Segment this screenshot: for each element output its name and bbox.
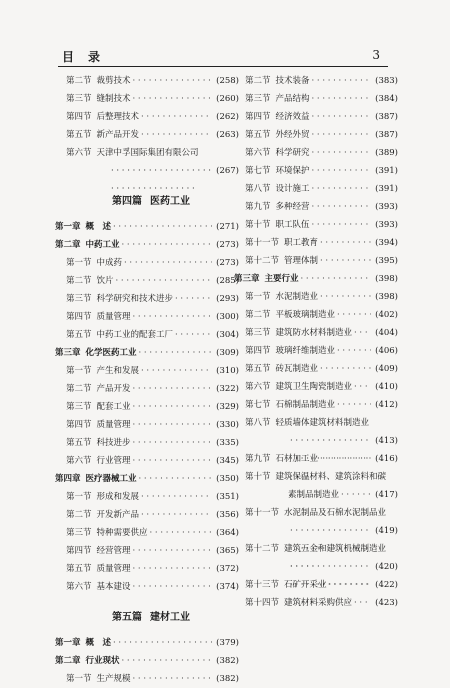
section-title: 配套工业 bbox=[96, 402, 131, 412]
section-label: 第三节 bbox=[66, 402, 92, 412]
toc-entry[interactable] bbox=[63, 308, 239, 326]
section-title: 设计施工 bbox=[275, 184, 310, 194]
leader-dots bbox=[141, 488, 212, 506]
chapter-title: 行业现状 bbox=[85, 656, 120, 666]
section-label: 第一节 bbox=[66, 366, 92, 376]
toc-entry[interactable] bbox=[242, 468, 398, 486]
leader-dots bbox=[133, 578, 213, 596]
section-label: 第二节 bbox=[245, 310, 271, 320]
leader-dots bbox=[312, 90, 372, 108]
page-ref: (423) bbox=[375, 598, 398, 608]
page-ref: (391) bbox=[375, 166, 398, 176]
page-ref: (391) bbox=[375, 184, 398, 194]
section-label: 第四节 bbox=[66, 546, 92, 556]
section-label: 第五节 bbox=[66, 564, 92, 574]
leader-dots bbox=[175, 290, 212, 308]
page-ref: (419) bbox=[375, 526, 398, 536]
section-label: 第二节 bbox=[66, 76, 92, 86]
section-label: 第七节 bbox=[245, 166, 271, 176]
section-label: 第六节 bbox=[66, 456, 92, 466]
header-rule bbox=[58, 66, 388, 67]
section-label: 第五节 bbox=[245, 364, 271, 374]
toc-entry[interactable] bbox=[63, 362, 239, 380]
part-label: 第五篇 bbox=[112, 611, 142, 623]
leader-dots bbox=[312, 180, 372, 198]
leader-dots bbox=[354, 378, 371, 396]
leader-dots bbox=[301, 270, 372, 288]
toc-entry[interactable] bbox=[242, 594, 398, 612]
section-label: 第二节 bbox=[66, 510, 92, 520]
toc-entry[interactable] bbox=[63, 272, 239, 290]
page-ref: (365) bbox=[216, 546, 239, 556]
leader-dots bbox=[122, 236, 213, 254]
page-ref: (350) bbox=[216, 474, 239, 484]
leader-dots bbox=[122, 652, 213, 670]
section-label: 第五节 bbox=[66, 330, 92, 340]
section-label: 第一节 bbox=[66, 492, 92, 502]
section-label: 第十一节 bbox=[245, 238, 280, 248]
section-label: 第五节 bbox=[66, 130, 92, 140]
leader-dots bbox=[141, 362, 212, 380]
toc-entry[interactable] bbox=[242, 198, 398, 216]
page-ref: (310) bbox=[216, 366, 239, 376]
toc-entry[interactable] bbox=[63, 524, 239, 542]
toc-entry[interactable] bbox=[242, 288, 398, 306]
page-ref: (273) bbox=[216, 240, 239, 250]
leader-dots bbox=[133, 398, 213, 416]
toc-entry[interactable] bbox=[242, 342, 398, 360]
section-label: 第十二节 bbox=[245, 544, 280, 554]
toc-entry[interactable] bbox=[242, 162, 398, 180]
leader-dots bbox=[133, 434, 213, 452]
toc-entry[interactable] bbox=[242, 216, 398, 234]
toc-chapter[interactable] bbox=[234, 270, 398, 288]
toc-entry[interactable] bbox=[63, 72, 239, 90]
section-label: 第十一节 bbox=[245, 508, 280, 518]
section-title: 石材加工业 bbox=[275, 454, 319, 464]
leader-dots bbox=[354, 594, 371, 612]
page-ref: (395) bbox=[375, 256, 398, 266]
section-label: 第二节 bbox=[245, 76, 271, 86]
section-title: 缝制技术 bbox=[96, 94, 131, 104]
page-ref: (410) bbox=[375, 382, 398, 392]
section-title: 形成和发展 bbox=[96, 492, 140, 502]
toc-entry[interactable] bbox=[63, 542, 239, 560]
section-title: 后整理技术 bbox=[96, 112, 140, 122]
page-ref: (364) bbox=[216, 528, 239, 538]
page-ref: (260) bbox=[216, 94, 239, 104]
section-title: 轻质墙体建筑材料制造业 bbox=[275, 418, 370, 428]
section-label: 第三节 bbox=[66, 94, 92, 104]
page-ref: (394) bbox=[375, 238, 398, 248]
toc-entry[interactable] bbox=[242, 180, 398, 198]
leader-dots bbox=[133, 670, 213, 688]
page-ref: (383) bbox=[375, 76, 398, 86]
section-title: 经营管理 bbox=[96, 546, 131, 556]
leader-dots bbox=[141, 506, 212, 524]
toc-right-column bbox=[234, 72, 398, 612]
toc-entry[interactable] bbox=[63, 398, 239, 416]
toc-entry[interactable] bbox=[63, 126, 239, 144]
section-label: 第十节 bbox=[245, 472, 271, 482]
toc-entry[interactable] bbox=[242, 324, 398, 342]
section-label: 第七节 bbox=[245, 400, 271, 410]
page-ref: (398) bbox=[375, 274, 398, 284]
section-label: 第四节 bbox=[66, 312, 92, 322]
page-ref: (372) bbox=[216, 564, 239, 574]
leader-dots bbox=[312, 108, 372, 126]
leader-dots bbox=[320, 288, 371, 306]
toc-entry[interactable] bbox=[242, 378, 398, 396]
section-label: 第三节 bbox=[66, 294, 92, 304]
page-ref: (356) bbox=[216, 510, 239, 520]
toc-entry-continued[interactable] bbox=[242, 486, 398, 504]
leader-dots bbox=[141, 108, 212, 126]
toc-entry[interactable] bbox=[242, 414, 398, 432]
section-label: 第五节 bbox=[245, 130, 271, 140]
section-title: 特种需要供应 bbox=[96, 528, 148, 538]
leader-dots bbox=[133, 542, 213, 560]
section-title: 天津中孚国际集团有限公司 bbox=[96, 148, 199, 158]
toc-entry[interactable] bbox=[63, 488, 239, 506]
section-title: 新产品开发 bbox=[96, 130, 140, 140]
toc-entry[interactable] bbox=[63, 254, 239, 272]
section-title: 砖瓦制造业 bbox=[275, 364, 319, 374]
toc-entry[interactable] bbox=[63, 434, 239, 452]
part-heading bbox=[63, 596, 239, 634]
leader-dots bbox=[124, 254, 212, 272]
page-ref: (393) bbox=[375, 220, 398, 230]
section-label: 第八节 bbox=[245, 418, 271, 428]
toc-entry[interactable] bbox=[242, 126, 398, 144]
page-ref: (387) bbox=[375, 130, 398, 140]
leader-dots bbox=[337, 306, 371, 324]
section-title: 开发新产品 bbox=[96, 510, 140, 520]
part-label: 第四篇 bbox=[112, 195, 142, 207]
page-ref: (262) bbox=[216, 112, 239, 122]
section-title: 建筑防水材料制造业 bbox=[275, 328, 353, 338]
page-ref: (416) bbox=[375, 454, 398, 464]
page-ref: (300) bbox=[216, 312, 239, 322]
section-title: 多种经营 bbox=[275, 202, 310, 212]
section-title: 职工教育 bbox=[284, 238, 319, 248]
chapter-title: 医疗器械工业 bbox=[85, 474, 137, 484]
page-ref: (309) bbox=[216, 348, 239, 358]
page-ref: (293) bbox=[216, 294, 239, 304]
page-number: 3 bbox=[372, 48, 380, 62]
section-label: 第四节 bbox=[245, 346, 271, 356]
leader-dots bbox=[113, 634, 212, 652]
section-label: 第三节 bbox=[245, 328, 271, 338]
section-title: 质量管理 bbox=[96, 312, 131, 322]
part-title: 医药工业 bbox=[150, 195, 190, 207]
section-label: 第四节 bbox=[245, 112, 271, 122]
leader-dots bbox=[312, 162, 372, 180]
page-ref: (273) bbox=[216, 258, 239, 268]
page-ref: (402) bbox=[375, 310, 398, 320]
leader-dots bbox=[312, 72, 372, 90]
leader-dots bbox=[312, 198, 372, 216]
section-title: 职工队伍 bbox=[275, 220, 310, 230]
chapter-title: 化学医药工业 bbox=[85, 348, 137, 358]
section-label: 第六节 bbox=[66, 148, 92, 158]
section-title: 环境保护 bbox=[275, 166, 310, 176]
section-title: 生产规模 bbox=[96, 674, 131, 684]
section-title: 产生和发展 bbox=[96, 366, 140, 376]
page-ref: (384) bbox=[375, 94, 398, 104]
leader-dots bbox=[312, 126, 372, 144]
leader-dots bbox=[337, 396, 371, 414]
toc-chapter[interactable] bbox=[55, 236, 239, 254]
section-title-continued: 素制品制造业 bbox=[288, 490, 340, 500]
page-ref: (387) bbox=[375, 112, 398, 122]
leader-dots bbox=[133, 560, 213, 578]
page-ref: (379) bbox=[216, 638, 239, 648]
toc-entry[interactable] bbox=[63, 144, 239, 162]
leader-dots bbox=[175, 326, 212, 344]
page-ref: (422) bbox=[375, 580, 398, 590]
page-ref: (382) bbox=[216, 674, 239, 684]
section-title: 管理体制 bbox=[284, 256, 319, 266]
toc-entry[interactable] bbox=[63, 578, 239, 596]
section-label: 第六节 bbox=[245, 382, 271, 392]
page-ref: (413) bbox=[375, 436, 398, 446]
toc-entry[interactable] bbox=[63, 380, 239, 398]
page-ref: (330) bbox=[216, 420, 239, 430]
page-ref: (271) bbox=[216, 222, 239, 232]
section-label: 第一节 bbox=[245, 292, 271, 302]
toc-entry[interactable] bbox=[242, 504, 398, 522]
toc-chapter[interactable] bbox=[55, 344, 239, 362]
leader-dots bbox=[341, 486, 371, 504]
page-ref: (335) bbox=[216, 438, 239, 448]
section-title: 平板玻璃制造业 bbox=[275, 310, 336, 320]
section-title: 经济效益 bbox=[275, 112, 310, 122]
section-title: 石棉制品制造业 bbox=[275, 400, 336, 410]
leader-dots bbox=[150, 524, 213, 542]
leader-dots bbox=[141, 126, 212, 144]
section-label: 第一节 bbox=[66, 258, 92, 268]
leader-dots bbox=[312, 144, 372, 162]
section-title: 质量管理 bbox=[96, 564, 131, 574]
toc-entry-continued[interactable] bbox=[242, 558, 398, 576]
toc-chapter[interactable] bbox=[55, 470, 239, 488]
section-title: 科学研究 bbox=[275, 148, 310, 158]
toc-entry[interactable] bbox=[242, 576, 398, 594]
section-label: 第四节 bbox=[66, 420, 92, 430]
section-title: 建筑卫生陶瓷制造业 bbox=[275, 382, 353, 392]
section-label: 第三节 bbox=[66, 528, 92, 538]
leader-dots bbox=[320, 450, 371, 468]
section-title: 行业管理 bbox=[96, 456, 131, 466]
section-label: 第五节 bbox=[66, 438, 92, 448]
toc-entry[interactable] bbox=[63, 452, 239, 470]
chapter-title: 概 述 bbox=[85, 638, 112, 648]
page-ref: (420) bbox=[375, 562, 398, 572]
section-label: 第九节 bbox=[245, 202, 271, 212]
toc-entry[interactable] bbox=[63, 506, 239, 524]
chapter-title: 主要行业 bbox=[264, 274, 299, 284]
page-ref: (267) bbox=[216, 166, 239, 176]
page-ref: (382) bbox=[216, 656, 239, 666]
leader-dots bbox=[312, 216, 372, 234]
leader-dots bbox=[320, 234, 371, 252]
page-ref: (398) bbox=[375, 292, 398, 302]
page-ref: (329) bbox=[216, 402, 239, 412]
toc-entry[interactable] bbox=[63, 290, 239, 308]
leader-dots bbox=[133, 308, 213, 326]
part-title: 建材工业 bbox=[150, 611, 190, 623]
page-ref: (351) bbox=[216, 492, 239, 502]
section-title: 建筑保温材料、建筑涂料和碳 bbox=[275, 472, 387, 482]
page-ref: (417) bbox=[375, 490, 398, 500]
chapter-label: 第二章 bbox=[55, 240, 81, 250]
section-label: 第十节 bbox=[245, 220, 271, 230]
section-label: 第四节 bbox=[66, 112, 92, 122]
section-title: 水泥制品及石棉水泥制品业 bbox=[284, 508, 387, 518]
leader-dots bbox=[329, 576, 372, 594]
toc-chapter[interactable] bbox=[55, 652, 239, 670]
leader-dots bbox=[133, 90, 213, 108]
section-label: 第六节 bbox=[245, 148, 271, 158]
page-ref: (393) bbox=[375, 202, 398, 212]
section-label: 第十三节 bbox=[245, 580, 280, 590]
toc-entry-continued[interactable] bbox=[242, 432, 398, 450]
leader-dots bbox=[354, 324, 371, 342]
section-title: 石矿开采业 bbox=[284, 580, 327, 590]
section-title: 建筑五金和建筑机械制造业 bbox=[284, 544, 387, 554]
section-title: 饮片 bbox=[96, 276, 114, 286]
page-ref: (374) bbox=[216, 582, 239, 592]
leader-dots bbox=[133, 452, 213, 470]
section-label: 第六节 bbox=[66, 582, 92, 592]
page-ref: (285) bbox=[216, 276, 239, 286]
toc-entry[interactable] bbox=[242, 306, 398, 324]
toc-chapter[interactable] bbox=[55, 634, 239, 652]
page-ref: (345) bbox=[216, 456, 239, 466]
section-label: 第三节 bbox=[245, 94, 271, 104]
page-ref: (258) bbox=[216, 76, 239, 86]
toc-entry[interactable] bbox=[242, 540, 398, 558]
leader-dots bbox=[116, 272, 213, 290]
chapter-label: 第一章 bbox=[55, 222, 81, 232]
section-title: 科学研究和技术进步 bbox=[96, 294, 174, 304]
toc-entry[interactable] bbox=[63, 108, 239, 126]
section-title: 技术装备 bbox=[275, 76, 310, 86]
page-ref: (409) bbox=[375, 364, 398, 374]
section-label: 第八节 bbox=[245, 184, 271, 194]
section-title: 中成药 bbox=[96, 258, 123, 268]
section-title: 产品结构 bbox=[275, 94, 310, 104]
leader-dots bbox=[337, 342, 371, 360]
leader-dots bbox=[133, 380, 213, 398]
chapter-label: 第三章 bbox=[55, 348, 81, 358]
page-header-title: 目 录 bbox=[62, 50, 102, 64]
chapter-label: 第三章 bbox=[234, 274, 260, 284]
page-ref: (389) bbox=[375, 148, 398, 158]
leader-dots bbox=[139, 344, 213, 362]
toc-entry[interactable] bbox=[242, 450, 398, 468]
section-label: 第九节 bbox=[245, 454, 271, 464]
toc-left-column bbox=[55, 72, 239, 688]
section-label: 第二节 bbox=[66, 384, 92, 394]
section-title: 质量管理 bbox=[96, 420, 131, 430]
leader-dots bbox=[320, 252, 371, 270]
chapter-title: 概 述 bbox=[85, 222, 112, 232]
toc-entry[interactable] bbox=[242, 234, 398, 252]
page-ref: (322) bbox=[216, 384, 239, 394]
chapter-label: 第四章 bbox=[55, 474, 81, 484]
section-title: 玻璃纤维制造业 bbox=[275, 346, 336, 356]
chapter-label: 第一章 bbox=[55, 638, 81, 648]
leader-dots bbox=[133, 72, 213, 90]
leader-dots bbox=[320, 360, 371, 378]
section-label: 第十四节 bbox=[245, 598, 280, 608]
section-title: 裁剪技术 bbox=[96, 76, 131, 86]
toc-entry[interactable] bbox=[242, 360, 398, 378]
toc-entry[interactable] bbox=[63, 90, 239, 108]
toc-entry[interactable] bbox=[63, 416, 239, 434]
page-ref: (404) bbox=[375, 328, 398, 338]
section-title: 建筑材料采购供应 bbox=[284, 598, 353, 608]
toc-entry[interactable] bbox=[242, 72, 398, 90]
page-ref: (263) bbox=[216, 130, 239, 140]
leader-dots bbox=[139, 470, 213, 488]
section-title: 产品开发 bbox=[96, 384, 131, 394]
chapter-title: 中药工业 bbox=[85, 240, 120, 250]
leader-dots bbox=[133, 416, 213, 434]
toc-entry[interactable] bbox=[242, 90, 398, 108]
toc-entry-continued[interactable] bbox=[63, 162, 239, 180]
section-title: 水泥制造业 bbox=[275, 292, 319, 302]
section-label: 第二节 bbox=[66, 276, 92, 286]
toc-chapter[interactable] bbox=[55, 218, 239, 236]
toc-entry-continued[interactable] bbox=[242, 522, 398, 540]
section-title: 中药工业的配套工厂 bbox=[96, 330, 174, 340]
toc-entry[interactable] bbox=[242, 252, 398, 270]
toc-entry[interactable] bbox=[63, 560, 239, 578]
toc-entry[interactable] bbox=[242, 108, 398, 126]
chapter-label: 第二章 bbox=[55, 656, 81, 666]
toc-entry[interactable] bbox=[63, 670, 239, 688]
section-title: 外经外贸 bbox=[275, 130, 310, 140]
toc-entry[interactable] bbox=[242, 144, 398, 162]
section-label: 第十二节 bbox=[245, 256, 280, 266]
page-ref: (406) bbox=[375, 346, 398, 356]
page-ref: (412) bbox=[375, 400, 398, 410]
toc-entry[interactable] bbox=[63, 326, 239, 344]
section-title: 基本建设 bbox=[96, 582, 131, 592]
leader-dots bbox=[113, 218, 212, 236]
toc-entry[interactable] bbox=[242, 396, 398, 414]
section-label: 第一节 bbox=[66, 674, 92, 684]
section-title: 科技进步 bbox=[96, 438, 131, 448]
page-ref: (304) bbox=[216, 330, 239, 340]
